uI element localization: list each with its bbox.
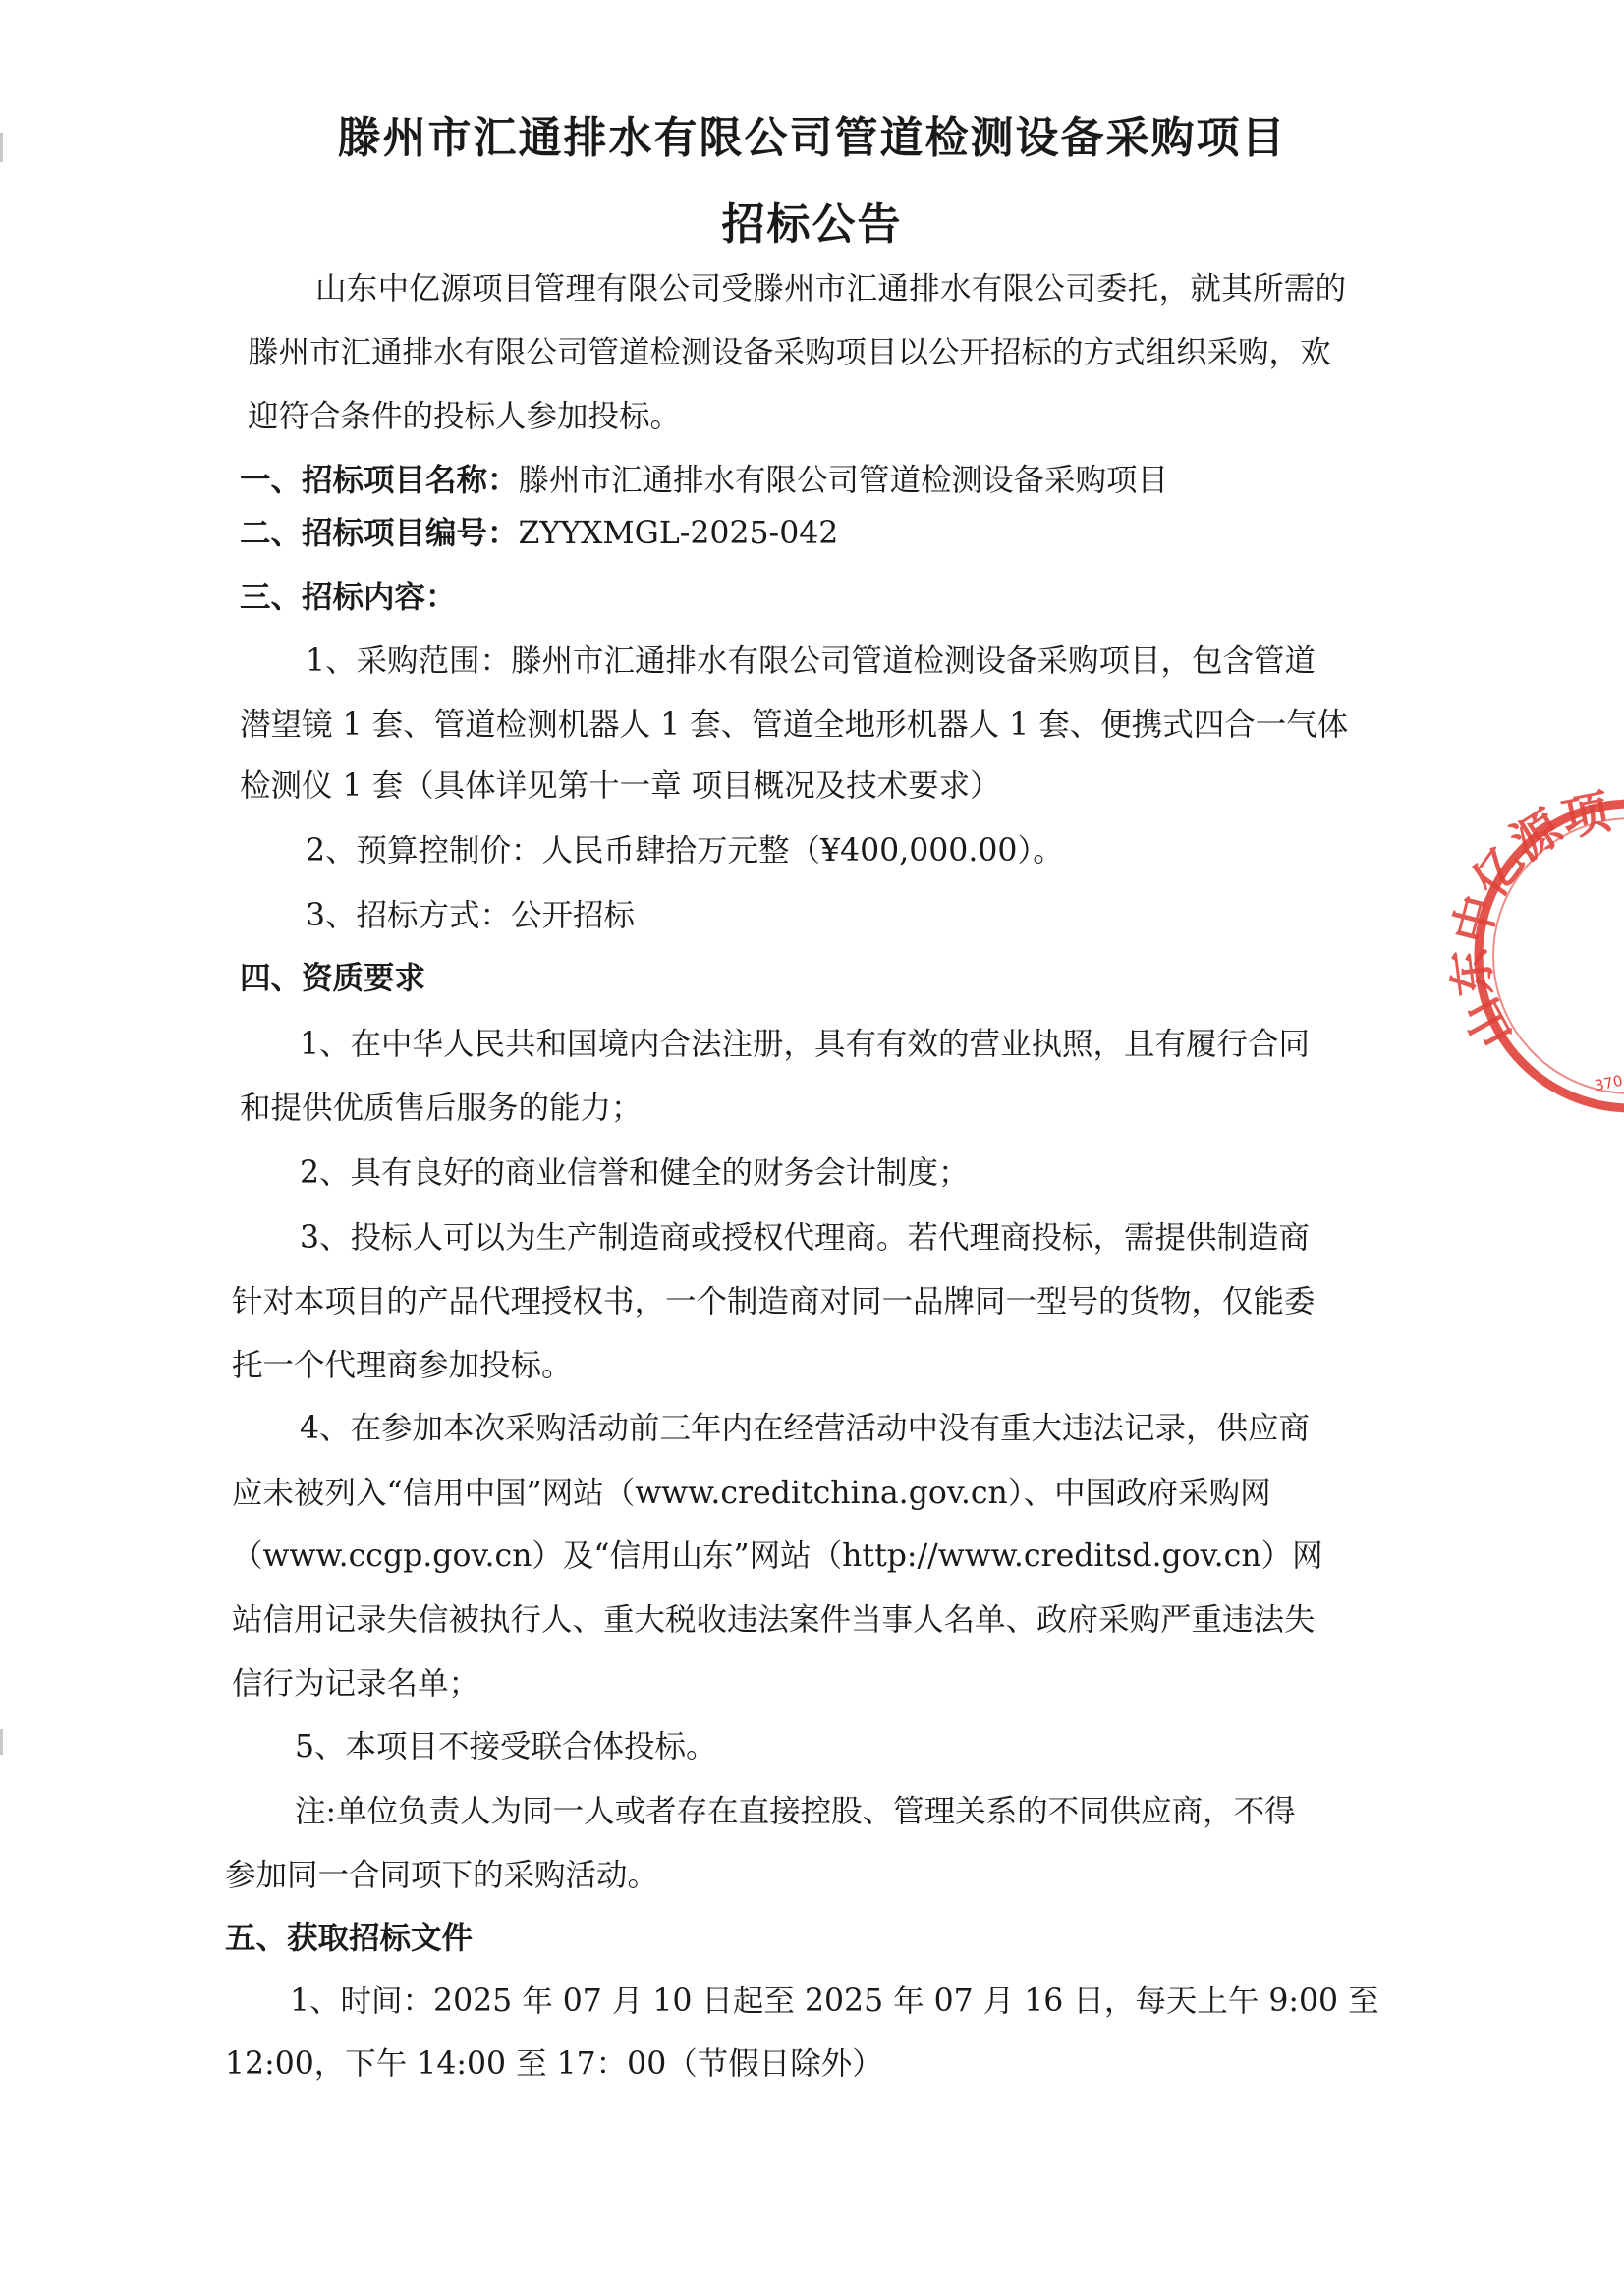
content-line: 应未被列入“信用中国”网站（www.creditchina.gov.cn）、中国政府采购网 <box>232 1476 1271 1511</box>
content-line: 和提供优质售后服务的能力； <box>240 1091 643 1126</box>
content-line: 4、在参加本次采购活动前三年内在经营活动中没有重大违法记录，供应商 <box>300 1411 1311 1446</box>
section-heading: 三、招标内容： <box>240 580 457 615</box>
section-heading: 五、获取招标文件 <box>225 1921 474 1956</box>
section-value: ZYYXMGL-2025-042 <box>518 516 839 551</box>
content-line: 针对本项目的产品代理授权书，一个制造商对同一品牌同一型号的货物，仅能委 <box>232 1284 1316 1319</box>
content-line: 1、在中华人民共和国境内合法注册，具有有效的营业执照，且有履行合同 <box>300 1027 1311 1062</box>
content-line: 2、具有良好的商业信誉和健全的财务会计制度； <box>300 1155 970 1191</box>
content-line: 1、时间：2025 年 07 月 10 日起至 2025 年 07 月 16 日，每天上午 9:00 至 <box>290 1984 1379 2019</box>
intro-line: 山东中亿源项目管理有限公司受滕州市汇通排水有限公司委托，就其所需的 <box>315 271 1347 307</box>
content-line: 潜望镜 1 套、管道检测机器人 1 套、管道全地形机器人 1 套、便携式四合一气体 <box>240 707 1349 743</box>
content-line: 3、投标人可以为生产制造商或授权代理商。若代理商投标，需提供制造商 <box>300 1220 1311 1256</box>
content-line: 5、本项目不接受联合体投标。 <box>295 1729 717 1764</box>
scan-edge-mark <box>0 1729 3 1755</box>
seal-number: 370 <box>1593 1071 1624 1095</box>
content-line: 3、招标方式：公开招标 <box>306 898 636 933</box>
content-line: 注:单位负责人为同一人或者存在直接控股、管理关系的不同供应商，不得 <box>295 1794 1296 1829</box>
content-line: 托一个代理商参加投标。 <box>232 1348 573 1383</box>
document-subtitle: 招标公告 <box>721 199 903 250</box>
content-line: 12:00，下午 14:00 至 17：00（节假日除外） <box>225 2046 883 2082</box>
seal-text: 山东中亿源项目 <box>1442 751 1615 1057</box>
intro-line: 滕州市汇通排水有限公司管道检测设备采购项目以公开招标的方式组织采购，欢 <box>248 335 1331 370</box>
section-heading: 四、资质要求 <box>240 961 426 996</box>
section-value: 滕州市汇通排水有限公司管道检测设备采购项目 <box>518 463 1169 498</box>
company-seal <box>1442 751 1624 1118</box>
content-line: 1、采购范围：滕州市汇通排水有限公司管道检测设备采购项目，包含管道 <box>306 644 1316 679</box>
intro-line: 迎符合条件的投标人参加投标。 <box>248 399 682 434</box>
content-line: 信行为记录名单； <box>232 1666 480 1702</box>
content-line: 2、预算控制价：人民币肆拾万元整（¥400,000.00）。 <box>306 833 1064 868</box>
section-label: 一、招标项目名称： <box>240 463 519 498</box>
document-title: 滕州市汇通排水有限公司管道检测设备采购项目 <box>337 113 1287 163</box>
section-label: 二、招标项目编号： <box>240 516 519 551</box>
content-line: （www.ccgp.gov.cn）及“信用山东”网站（http://www.creditsd.gov.cn）网 <box>232 1539 1323 1574</box>
section-project-name <box>240 461 1168 500</box>
content-line: 检测仪 1 套（具体详见第十一章 项目概况及技术要求） <box>240 768 1001 804</box>
content-line: 站信用记录失信被执行人、重大税收违法案件当事人名单、政府采购严重违法失 <box>232 1602 1316 1638</box>
section-project-number <box>240 514 838 553</box>
content-line: 参加同一合同项下的采购活动。 <box>225 1858 659 1893</box>
